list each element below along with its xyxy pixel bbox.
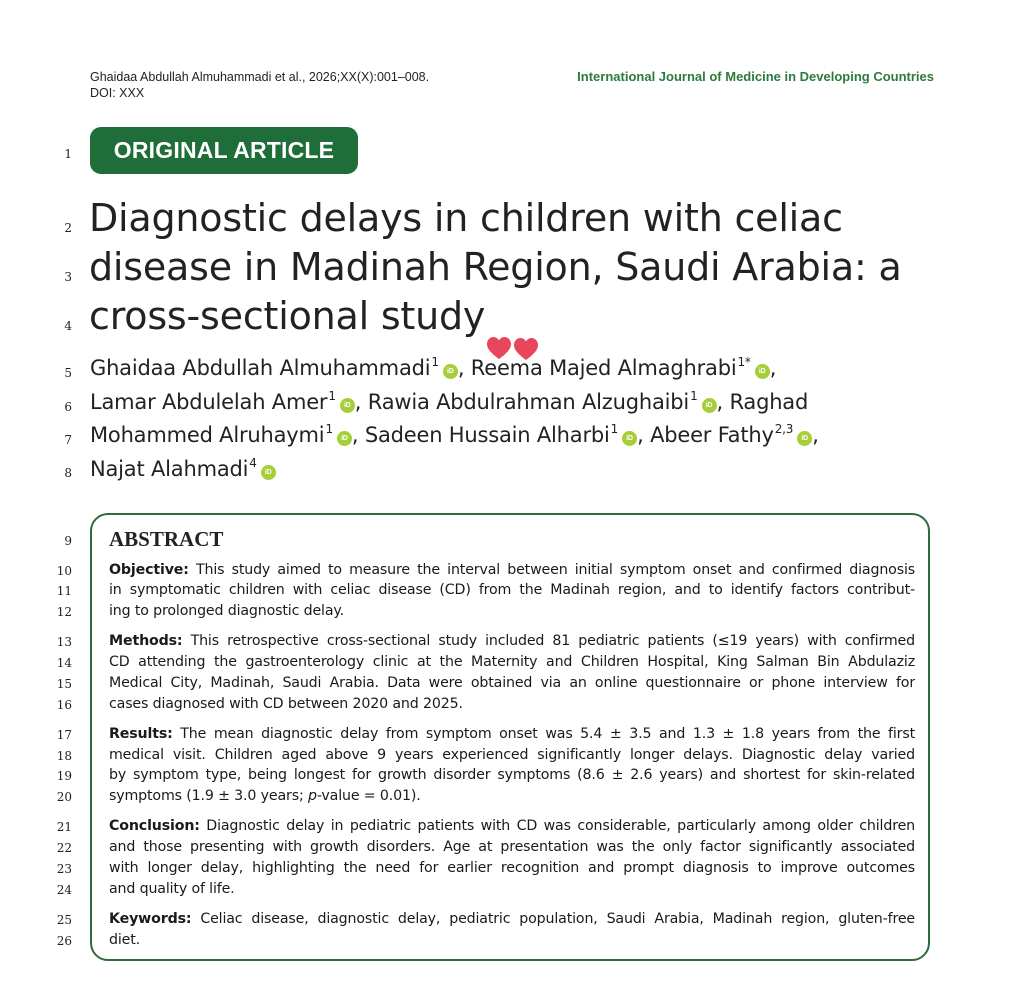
- orcid-icon[interactable]: iD: [337, 431, 352, 446]
- author-name: Reema Majed Almaghrabi: [470, 356, 737, 380]
- line-number: 8: [64, 466, 72, 480]
- abstract-text: This study aimed to measure the interval between initial symptom onset and confirmed diagnosis: [196, 562, 915, 578]
- line-number: 20: [56, 790, 72, 804]
- line-number: 15: [56, 677, 72, 691]
- separator: ,: [812, 423, 819, 447]
- abstract-line: with longer delay, highlighting the need for earlier recognition and prompt diagnosis to improve outcomes: [109, 860, 915, 876]
- doi-text: DOI: XXX: [90, 86, 145, 100]
- abstract-line: diet.: [109, 932, 140, 948]
- abstract-line: [109, 560, 915, 580]
- abstract-line: in symptomatic children with celiac disease (CD) from the Madinah region, and to identify factors contribut-: [109, 582, 915, 598]
- orcid-icon[interactable]: iD: [340, 398, 355, 413]
- separator: ,: [637, 423, 644, 447]
- author-name: Najat Alahmadi: [90, 457, 249, 481]
- abstract-line: [109, 786, 915, 806]
- line-number: 12: [56, 605, 72, 619]
- line-number: 5: [64, 366, 72, 380]
- author-name: Sadeen Hussain Alharbi: [364, 423, 610, 447]
- affiliation-sup: 1: [690, 389, 698, 403]
- article-type-badge: ORIGINAL ARTICLE: [90, 127, 358, 174]
- abstract-line: [109, 816, 915, 836]
- orcid-icon[interactable]: iD: [797, 431, 812, 446]
- line-number: 16: [56, 698, 72, 712]
- separator: ,: [716, 390, 723, 414]
- title-line: Diagnostic delays in children with celiac: [89, 196, 843, 240]
- affiliation-sup: 1: [610, 422, 619, 436]
- line-number: 17: [56, 728, 72, 742]
- line-number: 7: [64, 433, 72, 447]
- author-name: Lamar Abdulelah Amer: [90, 390, 328, 414]
- abstract-line: ing to prolonged diagnostic delay.: [109, 603, 344, 619]
- conclusion-label: Conclusion:: [109, 818, 200, 834]
- abstract-text: The mean diagnostic delay from symptom onset was 5.4 ± 3.5 and 1.3 ± 1.8 years from the first: [180, 726, 915, 742]
- title-line: cross-sectional study: [89, 294, 486, 338]
- author-line: [90, 456, 276, 481]
- abstract-text: symptoms (1.9 ± 3.0 years;: [109, 788, 308, 804]
- affiliation-sup: 2,3: [774, 422, 794, 436]
- separator: ,: [769, 356, 777, 380]
- abstract-text: -value = 0.01).: [316, 788, 421, 804]
- abstract-line: by symptom type, being longest for growth disorder symptoms (8.6 ± 2.6 years) and shortest for skin-related: [109, 767, 915, 783]
- citation-header: [90, 69, 429, 101]
- separator: ,: [354, 390, 362, 414]
- objective-label: Objective:: [109, 562, 189, 578]
- affiliation-sup: 4: [249, 456, 257, 470]
- line-number: 4: [64, 319, 72, 333]
- line-number: 14: [56, 656, 72, 670]
- line-number: 2: [64, 221, 72, 235]
- line-number: 10: [56, 564, 72, 578]
- results-label: Results:: [109, 726, 173, 742]
- abstract-heading: ABSTRACT: [109, 527, 224, 551]
- abstract-text: Diagnostic delay in pediatric patients with CD was considerable, particularly among older children: [206, 818, 915, 834]
- author-line: [90, 389, 808, 414]
- abstract-line: [109, 909, 915, 929]
- line-number: 23: [56, 862, 72, 876]
- affiliation-sup: 1*: [737, 355, 751, 369]
- line-number: 26: [56, 934, 72, 948]
- affiliation-sup: 1: [431, 355, 439, 369]
- author-name: Abeer Fathy: [650, 423, 774, 447]
- author-name: Raghad: [729, 390, 809, 414]
- p-italic: p: [307, 788, 317, 804]
- abstract-line: [109, 724, 915, 744]
- affiliation-sup: 1: [328, 389, 336, 403]
- line-number: 19: [56, 769, 72, 783]
- citation-text: Ghaidaa Abdullah Almuhammadi et al., 2026;XX(X):001–008.: [90, 70, 430, 84]
- methods-label: Methods:: [109, 633, 183, 649]
- author-name: Mohammed Alruhaymi: [90, 423, 325, 447]
- author-name: Ghaidaa Abdullah Almuhammadi: [90, 356, 431, 380]
- line-number: 18: [56, 749, 72, 763]
- line-number: 25: [56, 913, 72, 927]
- separator: ,: [457, 356, 465, 380]
- journal-name: International Journal of Medicine in Developing Countries: [577, 69, 934, 84]
- affiliation-sup: 1: [325, 422, 333, 436]
- abstract-line: [109, 631, 915, 651]
- keywords-label: Keywords:: [109, 911, 192, 927]
- orcid-icon[interactable]: iD: [755, 364, 770, 379]
- separator: ,: [351, 423, 359, 447]
- author-line: [90, 422, 819, 447]
- orcid-icon[interactable]: iD: [261, 465, 276, 480]
- abstract-line: medical visit. Children aged above 9 years experienced significantly longer delays. Diagnostic delay varied: [109, 747, 915, 763]
- line-number: 11: [56, 584, 72, 598]
- line-number: 13: [56, 635, 72, 649]
- line-number: 22: [56, 841, 72, 855]
- orcid-icon[interactable]: iD: [443, 364, 458, 379]
- abstract-line: and those presenting with growth disorders. Age at presentation was the only factor significantly associated: [109, 839, 915, 855]
- author-name: Rawia Abdulrahman Alzughaibi: [367, 390, 690, 414]
- abstract-line: cases diagnosed with CD between 2020 and 2025.: [109, 696, 463, 712]
- abstract-text: Celiac disease, diagnostic delay, pediatric population, Saudi Arabia, Madinah region, gluten-free: [200, 911, 915, 927]
- line-number: 1: [64, 147, 72, 161]
- line-number: 3: [64, 270, 72, 284]
- abstract-line: and quality of life.: [109, 881, 235, 897]
- title-line: disease in Madinah Region, Saudi Arabia: a: [89, 245, 902, 289]
- abstract-line: Medical City, Madinah, Saudi Arabia. Data were obtained via an online questionnaire or phone interview for: [109, 675, 915, 691]
- abstract-text: This retrospective cross-sectional study included 81 pediatric patients (≤19 years) with confirmed: [190, 633, 915, 649]
- abstract-line: CD attending the gastroenterology clinic at the Maternity and Children Hospital, King Salman Bin Abdulaziz: [109, 654, 915, 670]
- line-number: 21: [56, 820, 72, 834]
- line-number: 9: [64, 534, 72, 548]
- line-number: 24: [56, 883, 72, 897]
- orcid-icon[interactable]: iD: [702, 398, 717, 413]
- line-number: 6: [64, 400, 72, 414]
- orcid-icon[interactable]: iD: [622, 431, 637, 446]
- author-line: [90, 355, 776, 380]
